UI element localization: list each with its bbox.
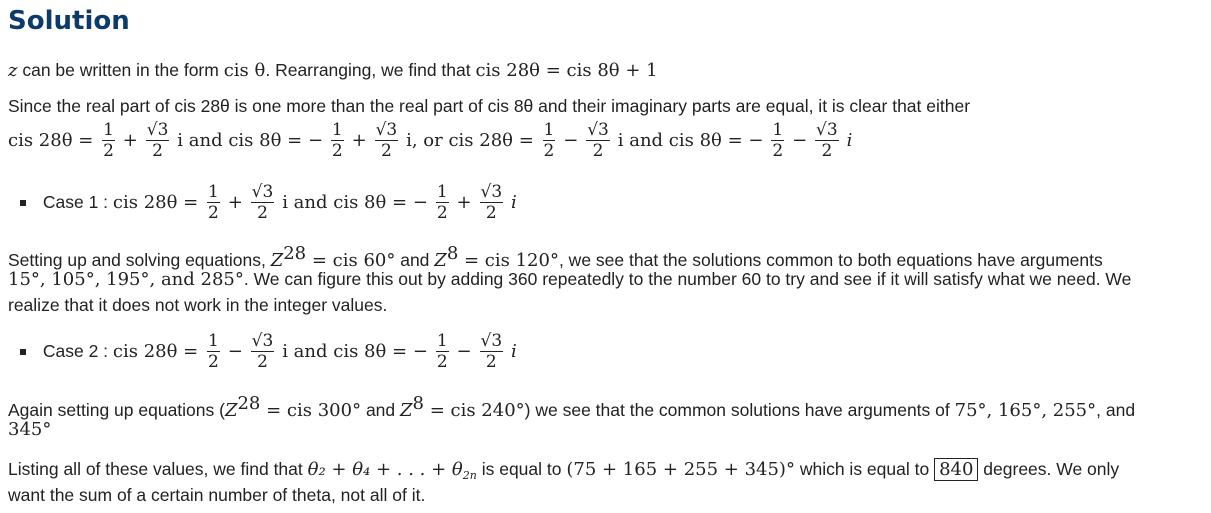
math-operator: − <box>563 130 579 151</box>
text: Listing all of these values, we find that <box>8 459 308 479</box>
case-2-label: Case 2 : <box>42 341 113 361</box>
case-2-paragraph-line-1 <box>8 392 1135 423</box>
numerator: √3 <box>587 120 609 140</box>
denominator: 2 <box>815 140 839 161</box>
fraction <box>251 182 275 223</box>
math-operator: + <box>122 130 138 151</box>
numerator: 1 <box>772 120 784 140</box>
math-operator: − <box>227 341 243 362</box>
math-text: cis 28θ = <box>8 130 100 151</box>
denominator: 2 <box>586 140 610 161</box>
math-text: = cis 60° <box>306 249 396 271</box>
denominator: 2 <box>251 202 275 223</box>
fraction <box>207 182 220 223</box>
denominator: 2 <box>436 352 448 372</box>
denominator: 2 <box>208 352 219 372</box>
math-cis-theta: cis θ <box>223 60 266 81</box>
math-text: i, or cis 28θ = <box>406 130 540 151</box>
math-operator: + <box>456 192 472 213</box>
numerator: √3 <box>375 120 398 140</box>
math-text: = cis 120° <box>458 249 559 271</box>
case-2-line <box>8 331 517 372</box>
subscript: 2n <box>462 469 477 482</box>
denominator: 2 <box>480 351 504 372</box>
exponent: 8 <box>412 393 424 414</box>
numerator: 1 <box>208 182 219 202</box>
bullet-icon <box>20 349 26 355</box>
math-arguments: 15°, 105°, 195°, and 285° <box>8 269 244 290</box>
text: , and <box>1096 399 1136 420</box>
numerator: √3 <box>816 120 838 140</box>
math-operator: + <box>227 192 243 213</box>
denominator: 2 <box>208 203 219 223</box>
math-sum-expression: (75 + 165 + 255 + 345)° <box>566 459 795 480</box>
math-arguments: 75°, 165°, 255° <box>954 399 1097 421</box>
denominator: 2 <box>543 141 555 161</box>
intro-text-1: can be written in the form <box>17 60 224 80</box>
text: is equal to <box>476 459 567 479</box>
case-1-paragraph-line-3: realize that it does not work in the integer values. <box>8 295 388 315</box>
text: ) we see that the common solutions have arguments of <box>524 399 955 420</box>
numerator: 1 <box>208 331 219 351</box>
numerator: √3 <box>251 331 274 351</box>
fraction <box>480 182 504 223</box>
case-1-paragraph-line-2 <box>8 267 1131 292</box>
case-1-line <box>8 182 517 223</box>
math-text: cis 28θ = <box>112 341 204 362</box>
numerator: 1 <box>543 120 555 140</box>
math-text: i and cis 8θ = − <box>177 130 324 151</box>
since-line: Since the real part of cis 28θ is one more than the real part of cis 8θ and their imaginary parts are equal, it is clear that either <box>8 96 971 116</box>
fraction <box>771 120 784 161</box>
text: Setting up and solving equations, <box>8 249 271 270</box>
math-text: = cis 240° <box>423 399 525 421</box>
case-1-label: Case 1 : <box>42 192 113 212</box>
exponent: 28 <box>283 243 307 264</box>
denominator: 2 <box>436 203 448 223</box>
fraction <box>102 120 115 161</box>
math-text: i and cis 8θ = − <box>282 341 428 362</box>
fraction <box>146 120 170 161</box>
numerator: 1 <box>103 120 114 140</box>
math-rearranged-equation: cis 28θ = cis 8θ + 1 <box>475 60 658 81</box>
text: degrees. We only <box>978 459 1120 479</box>
fraction <box>331 120 344 161</box>
numerator: 1 <box>436 331 448 351</box>
boxed-answer: 840 <box>934 458 978 481</box>
either-equation-line <box>8 120 852 161</box>
denominator: 2 <box>772 141 784 161</box>
math-z: Z <box>224 399 238 421</box>
exponent: 28 <box>237 393 261 414</box>
intro-text-2: . Rearranging, we find that <box>265 60 476 80</box>
math-text: i <box>511 192 517 213</box>
fraction <box>480 331 504 372</box>
math-theta-sum: θ₂ + θ₄ + . . . + θ <box>307 459 463 480</box>
math-z: z <box>8 60 18 81</box>
math-z: Z <box>400 399 413 421</box>
denominator: 2 <box>375 140 399 161</box>
math-text: i and cis 8θ = − <box>282 192 428 213</box>
fraction <box>207 331 220 372</box>
page-title: Solution <box>8 6 130 36</box>
text: , we see that the solutions common to both equations have arguments <box>558 249 1103 270</box>
numerator: √3 <box>480 182 503 202</box>
fraction <box>815 120 839 161</box>
math-text: cis 28θ = <box>112 192 204 213</box>
denominator: 2 <box>251 351 275 372</box>
numerator: √3 <box>146 120 169 140</box>
math-operator: − <box>792 130 808 151</box>
case-2-paragraph-line-2 <box>8 417 51 442</box>
text: which is equal to <box>794 459 935 479</box>
math-text: i <box>511 341 517 362</box>
fraction <box>375 120 399 161</box>
denominator: 2 <box>103 141 114 161</box>
math-operator: − <box>456 341 472 362</box>
math-operator: + <box>351 130 367 151</box>
numerator: 1 <box>436 182 448 202</box>
fraction <box>436 331 449 372</box>
math-text: i <box>846 130 853 151</box>
final-paragraph-line-2: want the sum of a certain number of theta, not all of it. <box>8 485 426 505</box>
denominator: 2 <box>146 140 170 161</box>
bullet-icon <box>20 200 26 206</box>
denominator: 2 <box>480 202 504 223</box>
text: and <box>361 399 401 420</box>
numerator: √3 <box>480 331 503 351</box>
math-z: Z <box>434 249 447 271</box>
text: . We can figure this out by adding 360 repeatedly to the number 60 to try and see if it will satisfy what we need. We <box>243 269 1132 289</box>
math-arguments: 345° <box>8 419 52 440</box>
numerator: √3 <box>251 182 274 202</box>
intro-line <box>8 58 658 83</box>
math-text: i and cis 8θ = − <box>617 130 764 151</box>
text: and <box>395 249 435 270</box>
denominator: 2 <box>331 141 343 161</box>
fraction <box>436 182 449 223</box>
fraction <box>543 120 556 161</box>
math-text: = cis 300° <box>260 399 362 421</box>
exponent: 8 <box>446 243 459 264</box>
numerator: 1 <box>331 120 343 140</box>
math-z: Z <box>270 249 284 271</box>
fraction <box>251 331 275 372</box>
text: Again setting up equations ( <box>8 399 225 420</box>
fraction <box>586 120 610 161</box>
